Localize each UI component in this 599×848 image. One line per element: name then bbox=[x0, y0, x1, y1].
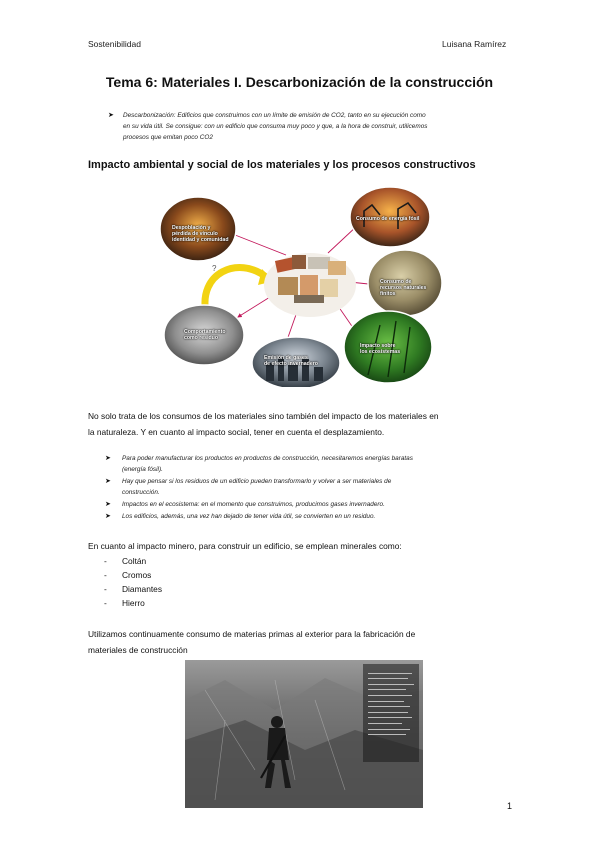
mineral-item: - Hierro bbox=[104, 598, 145, 608]
header-left: Sostenibilidad bbox=[88, 39, 141, 49]
page-title: Tema 6: Materiales I. Descarbonización de la construcción bbox=[105, 74, 494, 90]
bullet-arrow-icon: ➤ bbox=[105, 501, 111, 508]
intro-line: procesos que emitan poco CO2 bbox=[123, 134, 213, 141]
mineral-item: - Cromos bbox=[104, 570, 152, 580]
label-recursos: Consumo de recursos naturales finitos bbox=[380, 279, 427, 297]
bullet-item: Impactos en el ecosistema: en el momento que construimos, producimos gases invernadero. bbox=[122, 501, 385, 508]
building-materials-image bbox=[264, 253, 356, 317]
paragraph-mining: En cuanto al impacto minero, para construir un edificio, se emplean minerales como: bbox=[88, 541, 402, 551]
bullet-item-cont: construcción. bbox=[122, 489, 160, 496]
label-ecosistemas: Impacto sobre los ecosistemas bbox=[360, 343, 401, 355]
label-residuo: Comportamiento como residuo bbox=[184, 329, 226, 341]
bullet-arrow-icon: ➤ bbox=[105, 478, 111, 485]
bullet-arrow-icon: ➤ bbox=[108, 112, 114, 119]
bullet-item-cont: (energía fósil). bbox=[122, 466, 163, 473]
intro-line: Descarbonización: Edificios que construimos con un límite de emisión de CO2, tanto en su ejecución como bbox=[123, 112, 426, 119]
bullet-item: Hay que pensar si los residuos de un edificio pueden transformarlo y volver a ser materiales de bbox=[122, 478, 392, 485]
photo-caption-lines bbox=[368, 668, 418, 735]
question-mark: ? bbox=[212, 264, 217, 273]
section-heading: Impacto ambiental y social de los materiales y los procesos constructivos bbox=[88, 159, 476, 171]
label-energia: Consumo de energía fósil bbox=[356, 216, 420, 222]
bullet-arrow-icon: ➤ bbox=[105, 513, 111, 520]
mineral-item: - Diamantes bbox=[104, 584, 163, 594]
bullet-arrow-icon: ➤ bbox=[105, 455, 111, 462]
paragraph-raw-materials: Utilizamos continuamente consumo de materias primas al exterior para la fabricación de materiales de construcción bbox=[88, 629, 416, 655]
bullet-item: Los edificios, además, una vez han dejado de tener vida útil, se convierten en un residuo. bbox=[122, 513, 376, 520]
mineral-item: - Coltán bbox=[104, 556, 147, 566]
label-despoblacion: Despoblación y pérdida de vínculo identidad y comunidad bbox=[172, 225, 229, 243]
label-gases: Emisión de gases de efecto invernadero bbox=[264, 355, 318, 367]
header-right: Luisana Ramírez bbox=[442, 39, 507, 49]
mining-photo bbox=[185, 660, 423, 808]
impact-diagram bbox=[158, 185, 442, 387]
page-number: 1 bbox=[507, 801, 513, 811]
intro-line: en su vida útil. Se consigue: con un edificio que consuma muy poco y que, a la hora de construir, utilicemos bbox=[123, 123, 428, 130]
paragraph-impacts: No solo trata de los consumos de los materiales sino también del impacto de los materiales en la naturaleza. Y en cuanto al impacto social, tener en cuenta el desplazamiento. bbox=[88, 411, 439, 437]
bullet-item: Para poder manufacturar los productos en productos de construcción, necesitaremos energías baratas bbox=[122, 455, 413, 462]
